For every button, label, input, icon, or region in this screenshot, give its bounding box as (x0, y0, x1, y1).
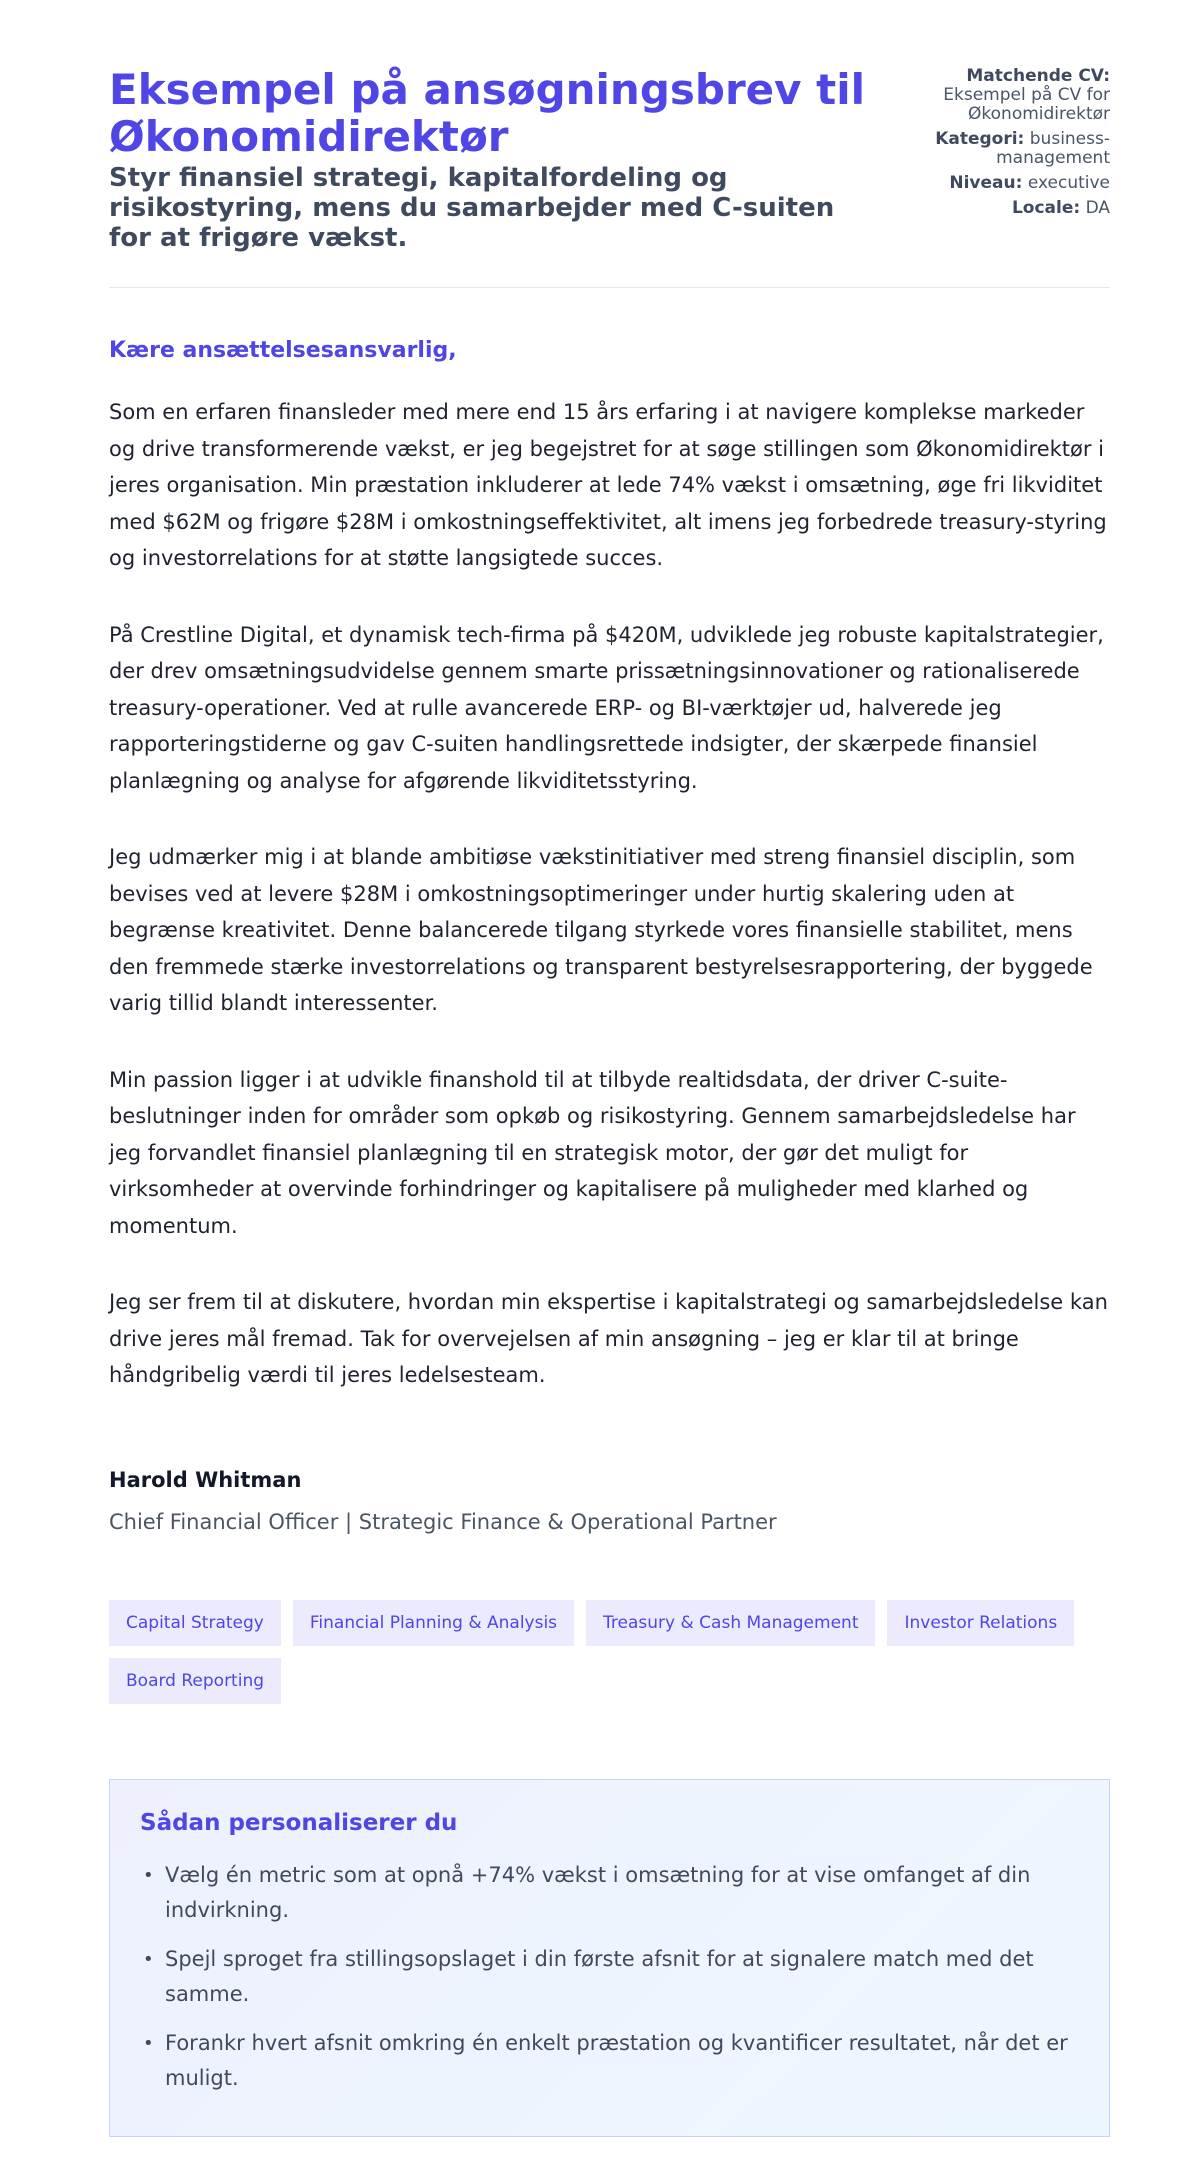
page-title: Eksempel på ansøgningsbrev til Økonomidirektør (109, 65, 866, 161)
letter-paragraph: Min passion ligger i at udvikle finanshold til at tilbyde realtidsdata, der driver C-suite-beslutninger inden for områder som opkøb og risikostyring. Gennem samarbejdsledelse har jeg forvandlet finansiel planlægning til en strategisk motor, der gør det muligt for virksomheder at overvinde forhindringer og kapitalisere på muligheder med klarhed og momentum. (109, 1067, 1076, 1238)
meta-locale-label: Locale: (1011, 198, 1081, 218)
tip-item (140, 1858, 1079, 1928)
tip-text: Forankr hvert afsnit omkring én enkelt præstation og kvantificer resultatet, når det er muligt. (165, 2031, 1068, 2090)
tip-item (140, 2026, 1079, 2096)
skill-tag[interactable]: Investor Relations (887, 1600, 1074, 1646)
meta-cv-value[interactable]: Eksempel på CV for Økonomidirektør (943, 85, 1110, 124)
meta-cv (870, 67, 1110, 124)
bullet-icon: • (143, 1949, 154, 1970)
tip-text: Vælg én metric som at opnå +74% vækst i omsætning for at vise omfanget af din indvirkning. (165, 1863, 1031, 1922)
meta-locale (870, 199, 1110, 218)
tips-title: Sådan personaliserer du (140, 1810, 458, 1836)
skill-tag[interactable]: Capital Strategy (109, 1600, 281, 1646)
letter-body (109, 394, 1110, 1434)
meta-cv-label: Matchende CV: (966, 66, 1110, 86)
personalize-tips-box (109, 1779, 1110, 2137)
letter-paragraph: På Crestline Digital, et dynamisk tech-firma på $420M, udviklede jeg robuste kapitalstrategier, der drev omsætningsudvidelse gennem smarte prissætningsinnovationer og rationaliserede treasury-operationer. Ved at rulle avancerede ERP- og BI-værktøjer ud, halverede jeg rapporteringstiderne og gav C-suiten handlingsrettede indsigter, der skærpede finansiel planlægning og analyse for afgørende likviditetsstyring. (109, 622, 1104, 793)
cover-letter-page (109, 0, 1110, 2090)
meta-category-label: Kategori: (935, 129, 1025, 149)
page-subtitle: Styr finansiel strategi, kapitalfordeling og risikostyring, mens du samarbejder med C-suiten for at frigøre vækst. (109, 163, 835, 253)
page-header (109, 0, 1110, 288)
bullet-icon: • (143, 1865, 154, 1886)
letter-paragraph: Jeg ser frem til at diskutere, hvordan min ekspertise i kapitalstrategi og samarbejdsledelse kan drive jeres mål fremad. Tak for overvejelsen af min ansøgning – jeg er klar til at bringe håndgribelig værdi til jeres ledelsesteam. (109, 1290, 1108, 1387)
meta-level-label: Niveau: (949, 173, 1023, 193)
tip-text: Spejl sproget fra stillingsopslaget i din første afsnit for at signalere match med det samme. (165, 1947, 1034, 2006)
skill-tag[interactable]: Financial Planning & Analysis (293, 1600, 574, 1646)
tip-item (140, 1942, 1079, 2012)
letter-paragraph: Som en erfaren finansleder med mere end 15 års erfaring i at navigere komplekse markeder og drive transformerende vækst, er jeg begejstret for at søge stillingen som Økonomidirektør i jeres organisation. Min præstation inkluderer at lede 74% vækst i omsætning, øge fri likviditet med $62M og frigøre $28M i omkostningseffektivitet, alt imens jeg forbedrede treasury-styring og investorrelations for at støtte langsigtede succes. (109, 400, 1107, 570)
tips-list (140, 1858, 1079, 2096)
letter-greeting: Kære ansættelsesansvarlig, (109, 338, 457, 363)
signature-title: Chief Financial Officer | Strategic Finance & Operational Partner (109, 1510, 777, 1534)
skill-tag[interactable]: Treasury & Cash Management (586, 1600, 875, 1646)
meta-panel (870, 67, 1110, 224)
meta-category-value: business-management (996, 129, 1110, 168)
meta-category (870, 130, 1110, 168)
skill-tags (109, 1600, 1110, 1704)
meta-level-value: executive (1027, 173, 1110, 193)
letter-paragraph: Jeg udmærker mig i at blande ambitiøse vækstinitiativer med streng finansiel disciplin, som bevises ved at levere $28M i omkostningsoptimeringer under hurtig skalering uden at begrænse kreativitet. Denne balancerede tilgang styrkede vores finansielle stabilitet, mens den fremmede stærke investorrelations og transparent bestyrelsesrapportering, der byggede varig tillid blandt interessenter. (109, 845, 1093, 1015)
signature-name: Harold Whitman (109, 1468, 302, 1492)
skill-tag[interactable]: Board Reporting (109, 1658, 281, 1704)
bullet-icon: • (143, 2033, 154, 2054)
meta-level (870, 174, 1110, 193)
meta-locale-value: DA (1085, 198, 1110, 218)
